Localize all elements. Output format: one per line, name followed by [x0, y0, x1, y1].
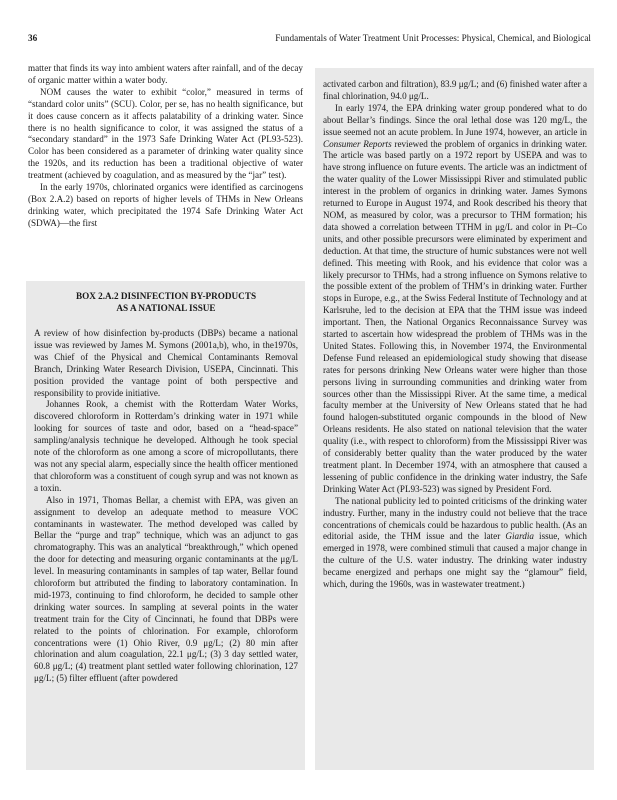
text-run: In early 1974, the EPA drinking water group pondered what to do about Bellar’s findings. Since the oral lethal dose was 120 mg/L, the issue seemed not an acute problem. In June 1974, however, an article in [323, 102, 587, 137]
italic-run: Consumer Reports [323, 138, 392, 149]
box-title-line: AS A NATIONAL ISSUE [116, 303, 216, 313]
paragraph: In the early 1970s, chlorinated organics were identified as carcinogens (Box 2.A.2) based on reports of higher levels of THMs in New Orleans drinking water, which precipitated the 1974 Safe Drinking Water Act (SDWA)—the first [28, 182, 303, 228]
running-header [28, 33, 591, 47]
page-number: 36 [28, 33, 38, 43]
paragraph: Johannes Rook, a chemist with the Rotterdam Water Works, discovered chloroform in Rotterdam’s drinking water in 1971 while looking for sources of taste and odor, based on a “head-space” sampling/analysis technique he developed. Although he took special note of the chloroform as one among a score of micropollutants, there was not any special alarm, especially since the health officer mentioned that chloroform was a constituent of cough syrup and was not known as a toxin. [34, 399, 298, 493]
running-title: Fundamentals of Water Treatment Unit Processes: Physical, Chemical, and Biological [275, 33, 591, 43]
box-title [34, 290, 298, 314]
text-run: issue, which emerged in 1978, were combined stimuli that caused a major change in the culture of the U.S. water industry. The drinking water industry became energized and perhaps one might say the “glamour” field, which, during the 1960s, was in wastewater treatment.) [323, 531, 587, 590]
box-title-line: BOX 2.A.2 DISINFECTION BY-PRODUCTS [75, 291, 257, 301]
paragraph: Also in 1971, Thomas Bellar, a chemist with EPA, was given an assignment to develop an adequate method to measure VOC contaminants in wastewater. The method developed was called by Bellar the “purge and trap” technique, which was an adjunct to gas chromatography. This was an analytical “breakthrough,” which opened the door for detecting and measuring organic contaminants at the μg/L level. In measuring contaminants in samples of tap water, Bellar found chloroform but attributed the finding to laboratory contamination. In mid-1973, continuing to find chloroform, he decided to sample other drinking water sources. In sampling at several points in the water treatment train for the City of Cincinnati, he found that DBPs were related to the points of chlorination. For example, chloroform concentrations were (1) Ohio River, 0.9 μg/L; (2) 80 min after chlorination and alum coagulation, 22.1 μg/L; (3) 3 day settled water, 60.8 μg/L; (4) treatment plant settled water following chlorination, 127 μg/L; (5) filter effluent (after powdered [34, 494, 298, 684]
box-2a2-left [34, 290, 298, 685]
text-run: reviewed the problem of organics in drinking water. The article was based partly on a 1972 report by USEPA and was to have strong influence on future events. The article was an indictment of the water quality of the Lower Mississippi River and stimulated public interest in the problem of organics in drinking water. James Symons returned to Europe in August 1974, and Rook described his theory that NOM, as measured by color, was a precursor to THM formation; his data showed a correlation between TTHM in μg/L and color in Pt–Co units, and other possible precursors were eliminated by experiment and deduction. At that time, the structure of humic substances were not well defined. This meeting with Rook, and his evidence that color was a likely precursor to THMs, had a strong influence on Symons relative to the possible extent of the problem of THM’s in drinking water. Further stops in Europe, e.g., at the Swiss Federal Institute of Technology and at Karlsruhe, led to the decision at EPA that the THM issue was indeed important. Then, the National Organics Reconnaissance Survey was started to ascertain how widespread the problem of THMs was in the United States. Following this, in November 1974, the Environmental Defense Fund released an epidemiological study showing that disease rates for persons drinking New Orleans water were higher than those persons living in surrounding communities and drinking water from sources other than the Mississippi River. At the same time, a medical faculty member at the University of New Orleans stated that he had found halogen-substituted organic compounds in the blood of New Orleans residents. He also stated on national television that the water quality (i.e., with respect to chloroform) from the Mississippi River was of considerably better quality than the water produced by the water treatment plant. In December 1974, with an atmosphere that caused a lessening of public confidence in the drinking water industry, the Safe Drinking Water Act (PL93-523) was signed by President Ford. [323, 138, 588, 494]
paragraph: A review of how disinfection by-products (DBPs) became a national issue was reviewed by James M. Symons (2001a,b), who, in the1970s, was Chief of the Physical and Chemical Contaminants Removal Branch, Drinking Water Research Division, USEPA, Cincinnati. This position provided the vantage point of both perspective and responsibility to provide initiative. [34, 328, 298, 398]
left-column-text [28, 63, 303, 230]
paragraph [323, 496, 587, 591]
paragraph [323, 103, 587, 496]
italic-run: Giardia [505, 531, 534, 542]
paragraph: activated carbon and filtration), 83.9 μg/L; and (6) finished water after a final chlorination, 94.0 μg/L. [323, 79, 587, 101]
box-2a2-right [323, 79, 587, 591]
paragraph: matter that finds its way into ambient waters after rainfall, and of the decay of organic matter within a water body. [28, 63, 303, 85]
text-run: The national publicity led to pointed criticisms of the drinking water industry. Further, many in the industry could not believe that the trace concentrations of chemicals could be hazardous to public health. (As an editorial aside, the THM issue and the later [323, 495, 587, 542]
paragraph: NOM causes the water to exhibit “color,” measured in terms of “standard color units” (SCU). Color, per se, has no health significance, but it does cause concern as it affects palatability of a drinking water. Since there is no health significance to color, it was assigned the status of a “secondary standard” in the 1973 Safe Drinking Water Act (PL93-523). Color has been considered as a parameter of drinking water quality since the 1920s, and its reduction has been a traditional objective of water treatment (achieved by coagulation, and as measured by the “jar” test). [28, 86, 303, 181]
